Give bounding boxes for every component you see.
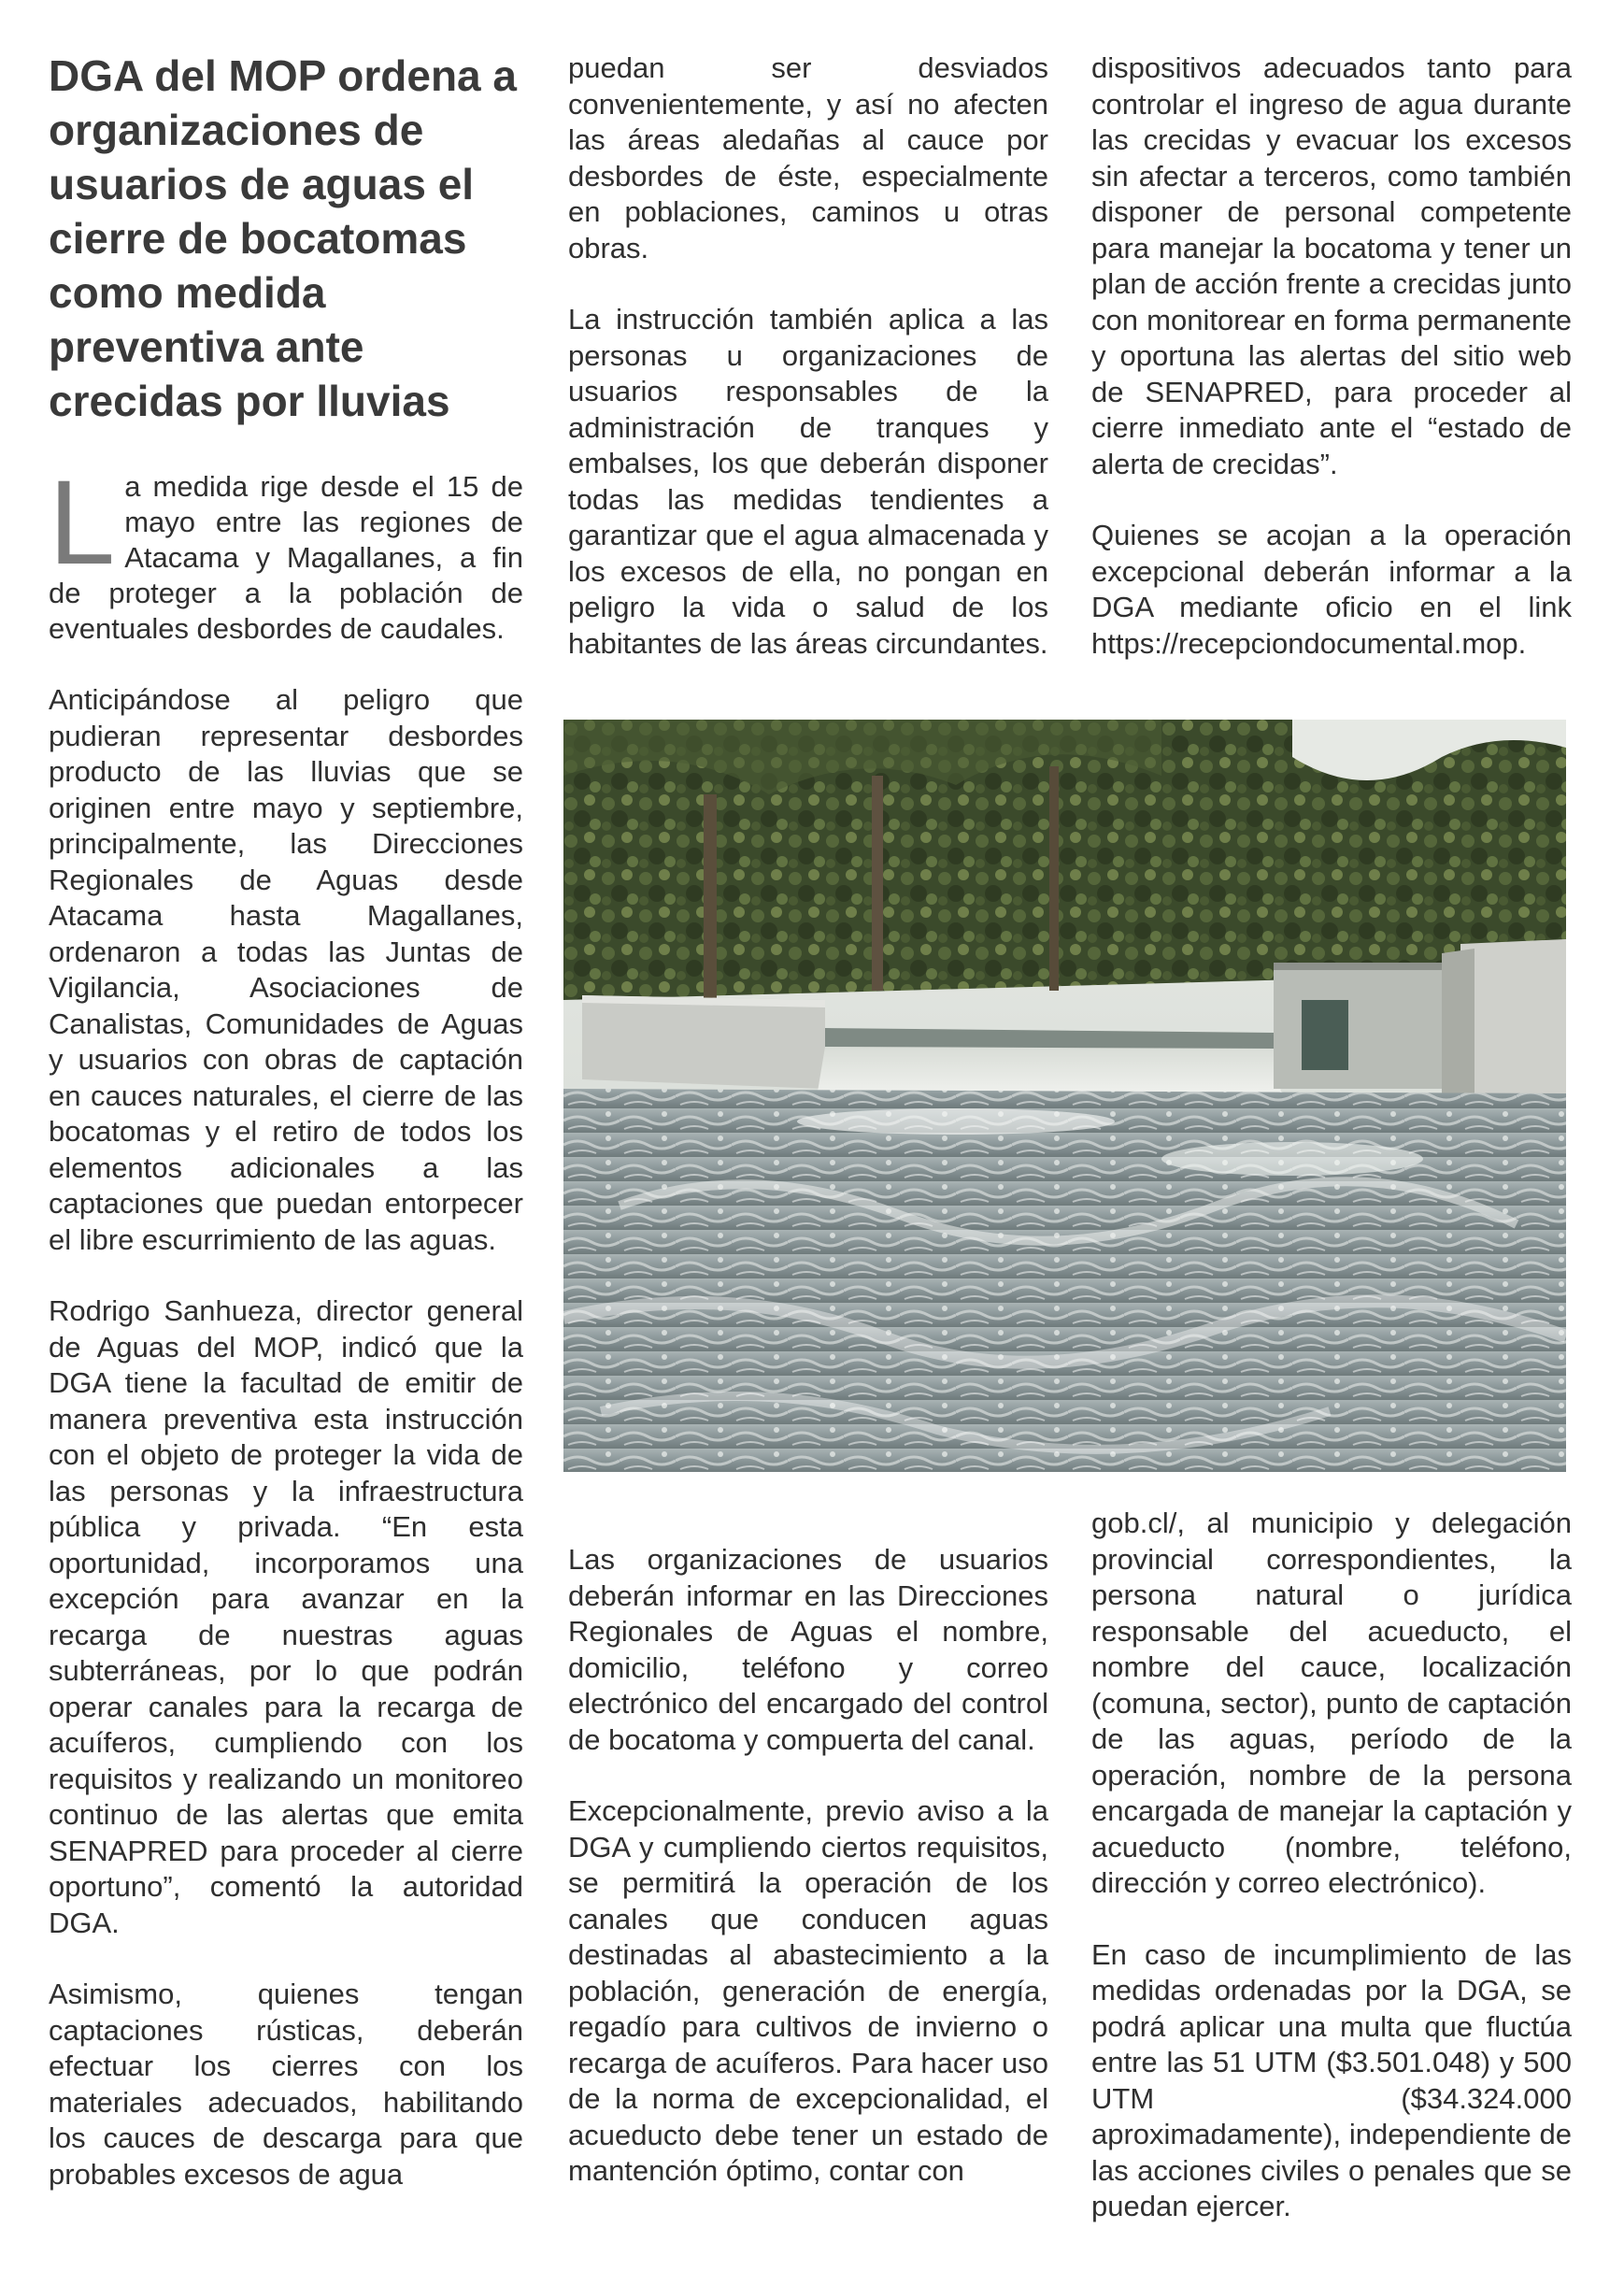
column-3-top [1091, 50, 1572, 662]
col1-paragraph-1 [49, 456, 523, 647]
column-2-bottom [568, 1542, 1048, 2190]
drop-cap: L [49, 456, 116, 590]
article-headline: DGA del MOP ordena a organizaciones de usuarios de aguas el cierre de bocatomas como medida preventiva ante crecidas por lluvias [49, 51, 517, 425]
col1-paragraph-2: Anticipándose al peligro que pudieran representar desbordes producto de las lluvias que se originen entre mayo y septiembre, principalmente, las Direcciones Regionales de Aguas desde Atacama hasta Magallanes, ordenaron a todas las Juntas de Vigilancia, Asociaciones de Canalistas, Comunidades de Aguas y usuarios con obras de captación en cauces naturales, el cierre de las bocatomas y el retiro de todos los elementos adicionales a las captaciones que puedan entorpecer el libre escurrimiento de las aguas. [49, 683, 523, 1256]
column-1 [49, 456, 523, 2192]
col3-paragraph-3: gob.cl/, al municipio y delegación provincial correspondientes, la persona natural o jurídica responsable del acueducto, el nombre del cauce, localización (comuna, sector), punto de captación de las aguas, período de la operación, nombre de la persona encargada de manejar la captación y acueducto (nombre, teléfono, dirección y correo electrónico). [1091, 1507, 1572, 1899]
column-3-bottom [1091, 1506, 1572, 2225]
col3-paragraph-2: Quienes se acojan a la operación excepcional deberán informar a la DGA mediante oficio en el link https://recepciondocumental.mop. [1091, 519, 1572, 660]
col1-paragraph-4: Asimismo, quienes tengan captaciones rústicas, deberán efectuar los cierres con los materiales adecuados, habilitando los cauces de descarga para que probables excesos de agua [49, 1978, 523, 2191]
col2-paragraph-1: puedan ser desviados convenientemente, y así no afecten las áreas aledañas al cauce por desbordes de éste, especialmente en poblaciones, caminos u otras obras. [568, 51, 1048, 264]
col1-paragraph-3: Rodrigo Sanhueza, director general de Aguas del MOP, indicó que la DGA tiene la facultad de emitir de manera preventiva esta instrucción con el objeto de proteger la vida de las personas y la infraestructura pública y privada. “En esta oportunidad, incorporamos una excepción para avanzar en la recarga de nuestras aguas subterráneas, por lo que podrán operar canales para la recarga de acuíferos, cumpliendo con los requisitos y realizando un monitoreo continuo de las alertas que emita SENAPRED para proceder al cierre oportuno”, comentó la autoridad DGA. [49, 1294, 523, 1939]
river-weir-illustration [563, 720, 1566, 1472]
river-weir-photo [563, 720, 1566, 1472]
col3-paragraph-4: En caso de incumplimiento de las medidas ordenadas por la DGA, se podrá aplicar una multa que fluctúa entre las 51 UTM ($3.501.048) y 500 UTM ($34.324.000 aproximadamente), independiente de las acciones civiles o penales que se puedan ejercer. [1091, 1937, 1572, 2222]
col3-paragraph-1: dispositivos adecuados tanto para controlar el ingreso de agua durante las crecidas y evacuar los excesos sin afectar a terceros, como también disponer de personal competente para manejar la bocatoma y tener un plan de acción frente a crecidas junto con monitorear en forma permanente y oportuna las alertas del sitio web de SENAPRED, para proceder al cierre inmediato ante el “estado de alerta de crecidas”. [1091, 51, 1572, 480]
col2-paragraph-4: Excepcionalmente, previo aviso a la DGA y cumpliendo ciertos requisitos, se permitirá la operación de los canales que conducen aguas destinadas al abastecimiento a la población, generación de energía, regadío para cultivos de invierno o recarga de acuíferos. Para hacer uso de la norma de excepcionalidad, el acueducto debe tener un estado de mantención óptimo, contar con [568, 1794, 1048, 2187]
col1-paragraph-1-text: a medida rige desde el 15 de mayo entre las regiones de Atacama y Magallanes, a fin de proteger a la población de eventuales desbordes de caudales. [49, 470, 523, 645]
col2-paragraph-3: Las organizaciones de usuarios deberán informar en las Direcciones Regionales de Aguas el nombre, domicilio, teléfono y correo electrónico del encargado del control de bocatoma y compuerta del canal. [568, 1543, 1048, 1756]
column-2-top [568, 50, 1048, 662]
col2-paragraph-2: La instrucción también aplica a las personas u organizaciones de usuarios responsables de la administración de tranques y embalses, los que deberán disponer todas las medidas tendientes a garantizar que el agua almacenada y los excesos de ella, no pongan en peligro la vida o salud de los habitantes de las áreas circundantes. [568, 303, 1048, 660]
